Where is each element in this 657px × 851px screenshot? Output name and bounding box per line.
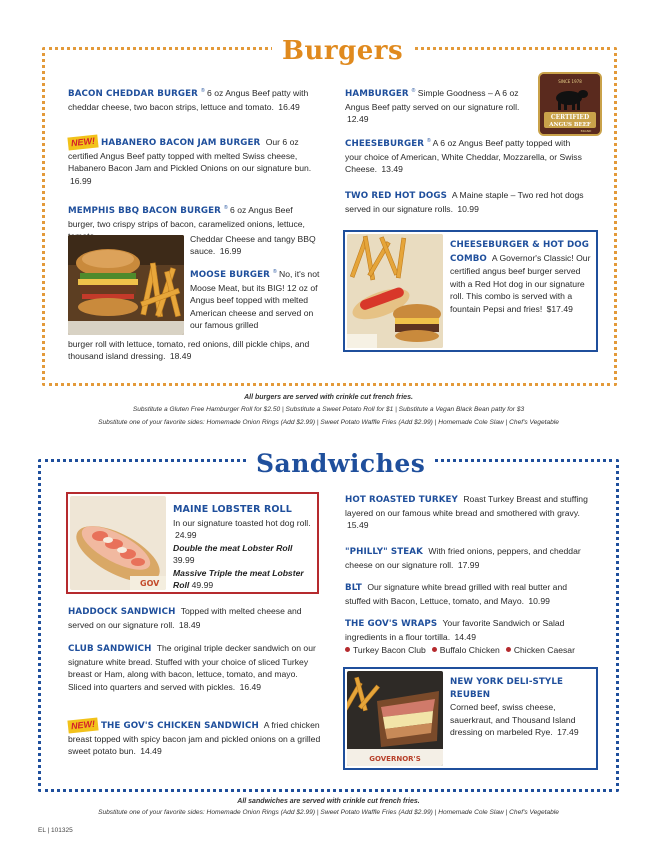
menu-item-wraps (345, 617, 600, 657)
svg-text:SINCE 1978: SINCE 1978 (558, 79, 582, 84)
item-price: 18.49 (178, 619, 201, 630)
item-name: CHEESEBURGER & HOT DOG COMBO (450, 240, 589, 264)
bullet-icon (432, 647, 437, 652)
item-name: MOOSE BURGER (190, 270, 270, 280)
bullet-icon (345, 647, 350, 652)
item-price: 16.99 (70, 175, 92, 186)
svg-text:ANGUS BEEF: ANGUS BEEF (549, 122, 591, 128)
item-name: MEMPHIS BBQ BACON BURGER (68, 206, 221, 216)
item-desc: Simple Goodness – A 6 oz Angus Beef patty served on our signature roll. (345, 88, 520, 112)
svg-text:GOV: GOV (140, 579, 160, 588)
wrap-option: Turkey Bacon Club (345, 644, 426, 656)
item-price: 10.99 (528, 595, 550, 606)
item-price: 14.49 (140, 746, 162, 757)
item-name: HADDOCK SANDWICH (68, 607, 176, 617)
item-desc: A fried chicken breast topped with spicy bacon jam and pickled onions on a grilled sweet potato bun. (68, 720, 321, 757)
menu-item-moose: MOOSE BURGER ® No, it's not Moose Meat, but its BIG! 12 oz of Angus beef topped with melted American cheese and served on our famous grilled (190, 269, 320, 330)
item-name: BLT (345, 583, 362, 593)
item-price: 24.99 (175, 530, 197, 541)
burgers-substitute-sides: Substitute one of your favorite sides: Homemade Onion Rings (Add $2.99) | Sweet Potato Waffle Fries (Add $2.99) | Homemade Cole Slaw | Chef's Vegetable (98, 419, 559, 426)
item-desc: burger roll with lettuce, tomato, red onions, dill pickle chips, and thousand island dressing. (68, 339, 310, 362)
double-price: 39.99 (173, 555, 195, 566)
item-desc: Your favorite Sandwich or Salad ingredients in a flour tortilla. (345, 618, 565, 642)
item-name: THE GOV'S CHICKEN SANDWICH (101, 721, 259, 731)
item-name: MAINE LOBSTER ROLL (173, 504, 292, 515)
item-desc: Roast Turkey Breast and stuffing layered on our famous white bread and smothered with gravy. (345, 494, 588, 518)
menu-item-blt (345, 581, 595, 607)
item-name: HAMBURGER (345, 89, 409, 99)
lobster-photo (70, 496, 166, 590)
new-badge: NEW! (67, 717, 98, 733)
triple-option: Massive Triple the meat Lobster Roll (173, 567, 304, 591)
item-desc: Corned beef, swiss cheese, sauerkraut, and Thousand Island dressing on marbeled Rye. (450, 702, 576, 738)
triple-price: 49.99 (191, 580, 214, 591)
menu-item-haddock (68, 605, 320, 631)
certified-angus-beef-logo (538, 72, 602, 136)
item-desc: 6 oz Angus Beef patty with cheddar cheese, two bacon strips, lettuce and tomato. (68, 88, 309, 112)
item-desc: The original triple decker sandwich on our signature white bread. Stuffed with your choice of sliced Turkey breast or Ham, along with bacon, lettuce, tomato, and mayo. Sliced into quarters and served with pickles. (68, 643, 316, 692)
wrap-option: Buffalo Chicken (432, 644, 500, 656)
combo-photo (347, 234, 443, 348)
item-name: CHEESEBURGER (345, 139, 425, 149)
item-price: 17.49 (557, 727, 579, 738)
menu-item-combo (450, 238, 595, 315)
item-desc: 6 oz Angus Beef burger, two crispy strips of bacon, caramelized onions, lettuce, (68, 205, 305, 229)
menu-item-moose-cont (68, 338, 320, 363)
burgers-note: All burgers are served with crinkle cut french fries. (244, 394, 413, 401)
wrap-option: Chicken Caesar (506, 644, 575, 656)
footer-code: EL | 101325 (38, 827, 73, 834)
menu-item-lobster (173, 503, 315, 591)
item-desc: Our signature white bread grilled with real butter and stuffed with Bacon, Lettuce, tomato, and Mayo. (345, 582, 568, 606)
menu-item-habanero (68, 136, 318, 187)
item-price: 15.49 (347, 520, 369, 531)
item-desc: A Governor's Classic! Our certified angus beef burger served with a Red Hot dog in our signature roll. This combo is served with a fountain Pepsi and fries! (450, 252, 591, 314)
sandwiches-substitute-sides: Substitute one of your favorite sides: Homemade Onion Rings (Add $2.99) | Sweet Potato Waffle Fries (Add $2.99) | Homemade Cole Slaw | Chef's Vegetable (98, 809, 559, 816)
item-name: TWO RED HOT DOGS (345, 191, 447, 201)
item-desc: Topped with melted cheese and served on our signature roll. (68, 606, 302, 630)
menu-item-memphis-cont (190, 233, 320, 258)
menu-item-cheeseburger: CHEESEBURGER ® A 6 oz Angus Beef patty topped with your choice of American, White Cheddar, Mozzarella, or Swiss Cheese. 13.49 (345, 138, 582, 175)
burger-photo (68, 235, 184, 335)
sandwiches-title: Sandwiches (246, 446, 435, 482)
item-price: 10.99 (457, 203, 479, 214)
item-desc: A 6 oz Angus Beef patty topped with your choice of American, White Cheddar, Mozzarella, or Swiss Cheese. (345, 138, 582, 175)
item-name: CLUB SANDWICH (68, 644, 152, 654)
item-name: "PHILLY" STEAK (345, 547, 423, 557)
menu-item-turkey (345, 493, 595, 532)
burgers-title: Burgers (272, 33, 413, 71)
item-desc: Cheddar Cheese and tangy BBQ sauce. (190, 234, 316, 257)
sandwiches-note: All sandwiches are served with crinkle cut french fries. (237, 798, 420, 805)
menu-item-chicken (68, 719, 322, 758)
wrap-options (345, 644, 600, 656)
item-name: NEW YORK DELI-STYLE REUBEN (450, 677, 563, 700)
reuben-photo (347, 671, 443, 766)
item-desc: In our signature toasted hot dog roll. (173, 517, 311, 528)
menu-item-club (68, 642, 320, 693)
item-price: 16.49 (278, 101, 300, 112)
item-name: THE GOV'S WRAPS (345, 619, 438, 629)
svg-text:CERTIFIED: CERTIFIED (550, 114, 590, 121)
item-name: BACON CHEDDAR BURGER (68, 89, 198, 99)
svg-text:BRAND: BRAND (580, 129, 592, 133)
item-name: HABANERO BACON JAM BURGER (101, 138, 261, 148)
menu-item-memphis: MEMPHIS BBQ BACON BURGER ® 6 oz Angus Beef burger, two crispy strips of bacon, caramelized onions, lettuce, (68, 204, 320, 243)
item-price: $17.49 (546, 303, 573, 314)
item-price: 12.49 (347, 114, 369, 125)
menu-item-hamburger: HAMBURGER ® Simple Goodness – A 6 oz Angus Beef patty served on our signature roll. 12.49 (345, 88, 520, 125)
item-desc: With fried onions, peppers, and cheddar cheese on our signature roll. (345, 546, 581, 570)
menu-item-red-hot-dogs (345, 189, 585, 215)
new-badge: NEW! (67, 134, 98, 150)
item-desc: A Maine staple – Two red hot dogs served in our signature rolls. (345, 190, 584, 214)
double-option: Double the meat Lobster Roll (173, 542, 293, 553)
item-desc: Our 6 oz certified Angus Beef patty topped with melted Swiss cheese, Habanero Bacon Jam and Pickled Onions on our signature bun. (68, 137, 312, 174)
item-price: 18.49 (169, 351, 192, 362)
burgers-substitute-roll: Substitute a Gluten Free Hamburger Roll for $2.50 | Substitute a Sweet Potato Roll for $1 | Substitute a Vegan Black Bean patty for $3 (132, 406, 525, 413)
svg-text:GOVERNOR'S: GOVERNOR'S (369, 755, 421, 763)
menu-item-reuben (450, 676, 595, 739)
menu-item-bacon-cheddar: BACON CHEDDAR BURGER ® 6 oz Angus Beef patty with cheddar cheese, two bacon strips, lettuce and tomato. 16.49 (68, 88, 309, 112)
bullet-icon (506, 647, 511, 652)
item-desc: No, it's not Moose Meat, but its BIG! 12 oz of Angus beef topped with melted American cheese and served on our famous grilled (190, 269, 320, 330)
item-price: 17.99 (457, 559, 480, 570)
menu-item-philly (345, 545, 595, 571)
item-price: 16.99 (219, 246, 242, 257)
item-price: 14.49 (454, 631, 476, 642)
item-price: 16.49 (239, 681, 262, 692)
item-name: HOT ROASTED TURKEY (345, 495, 458, 505)
item-price: 13.49 (381, 164, 403, 175)
